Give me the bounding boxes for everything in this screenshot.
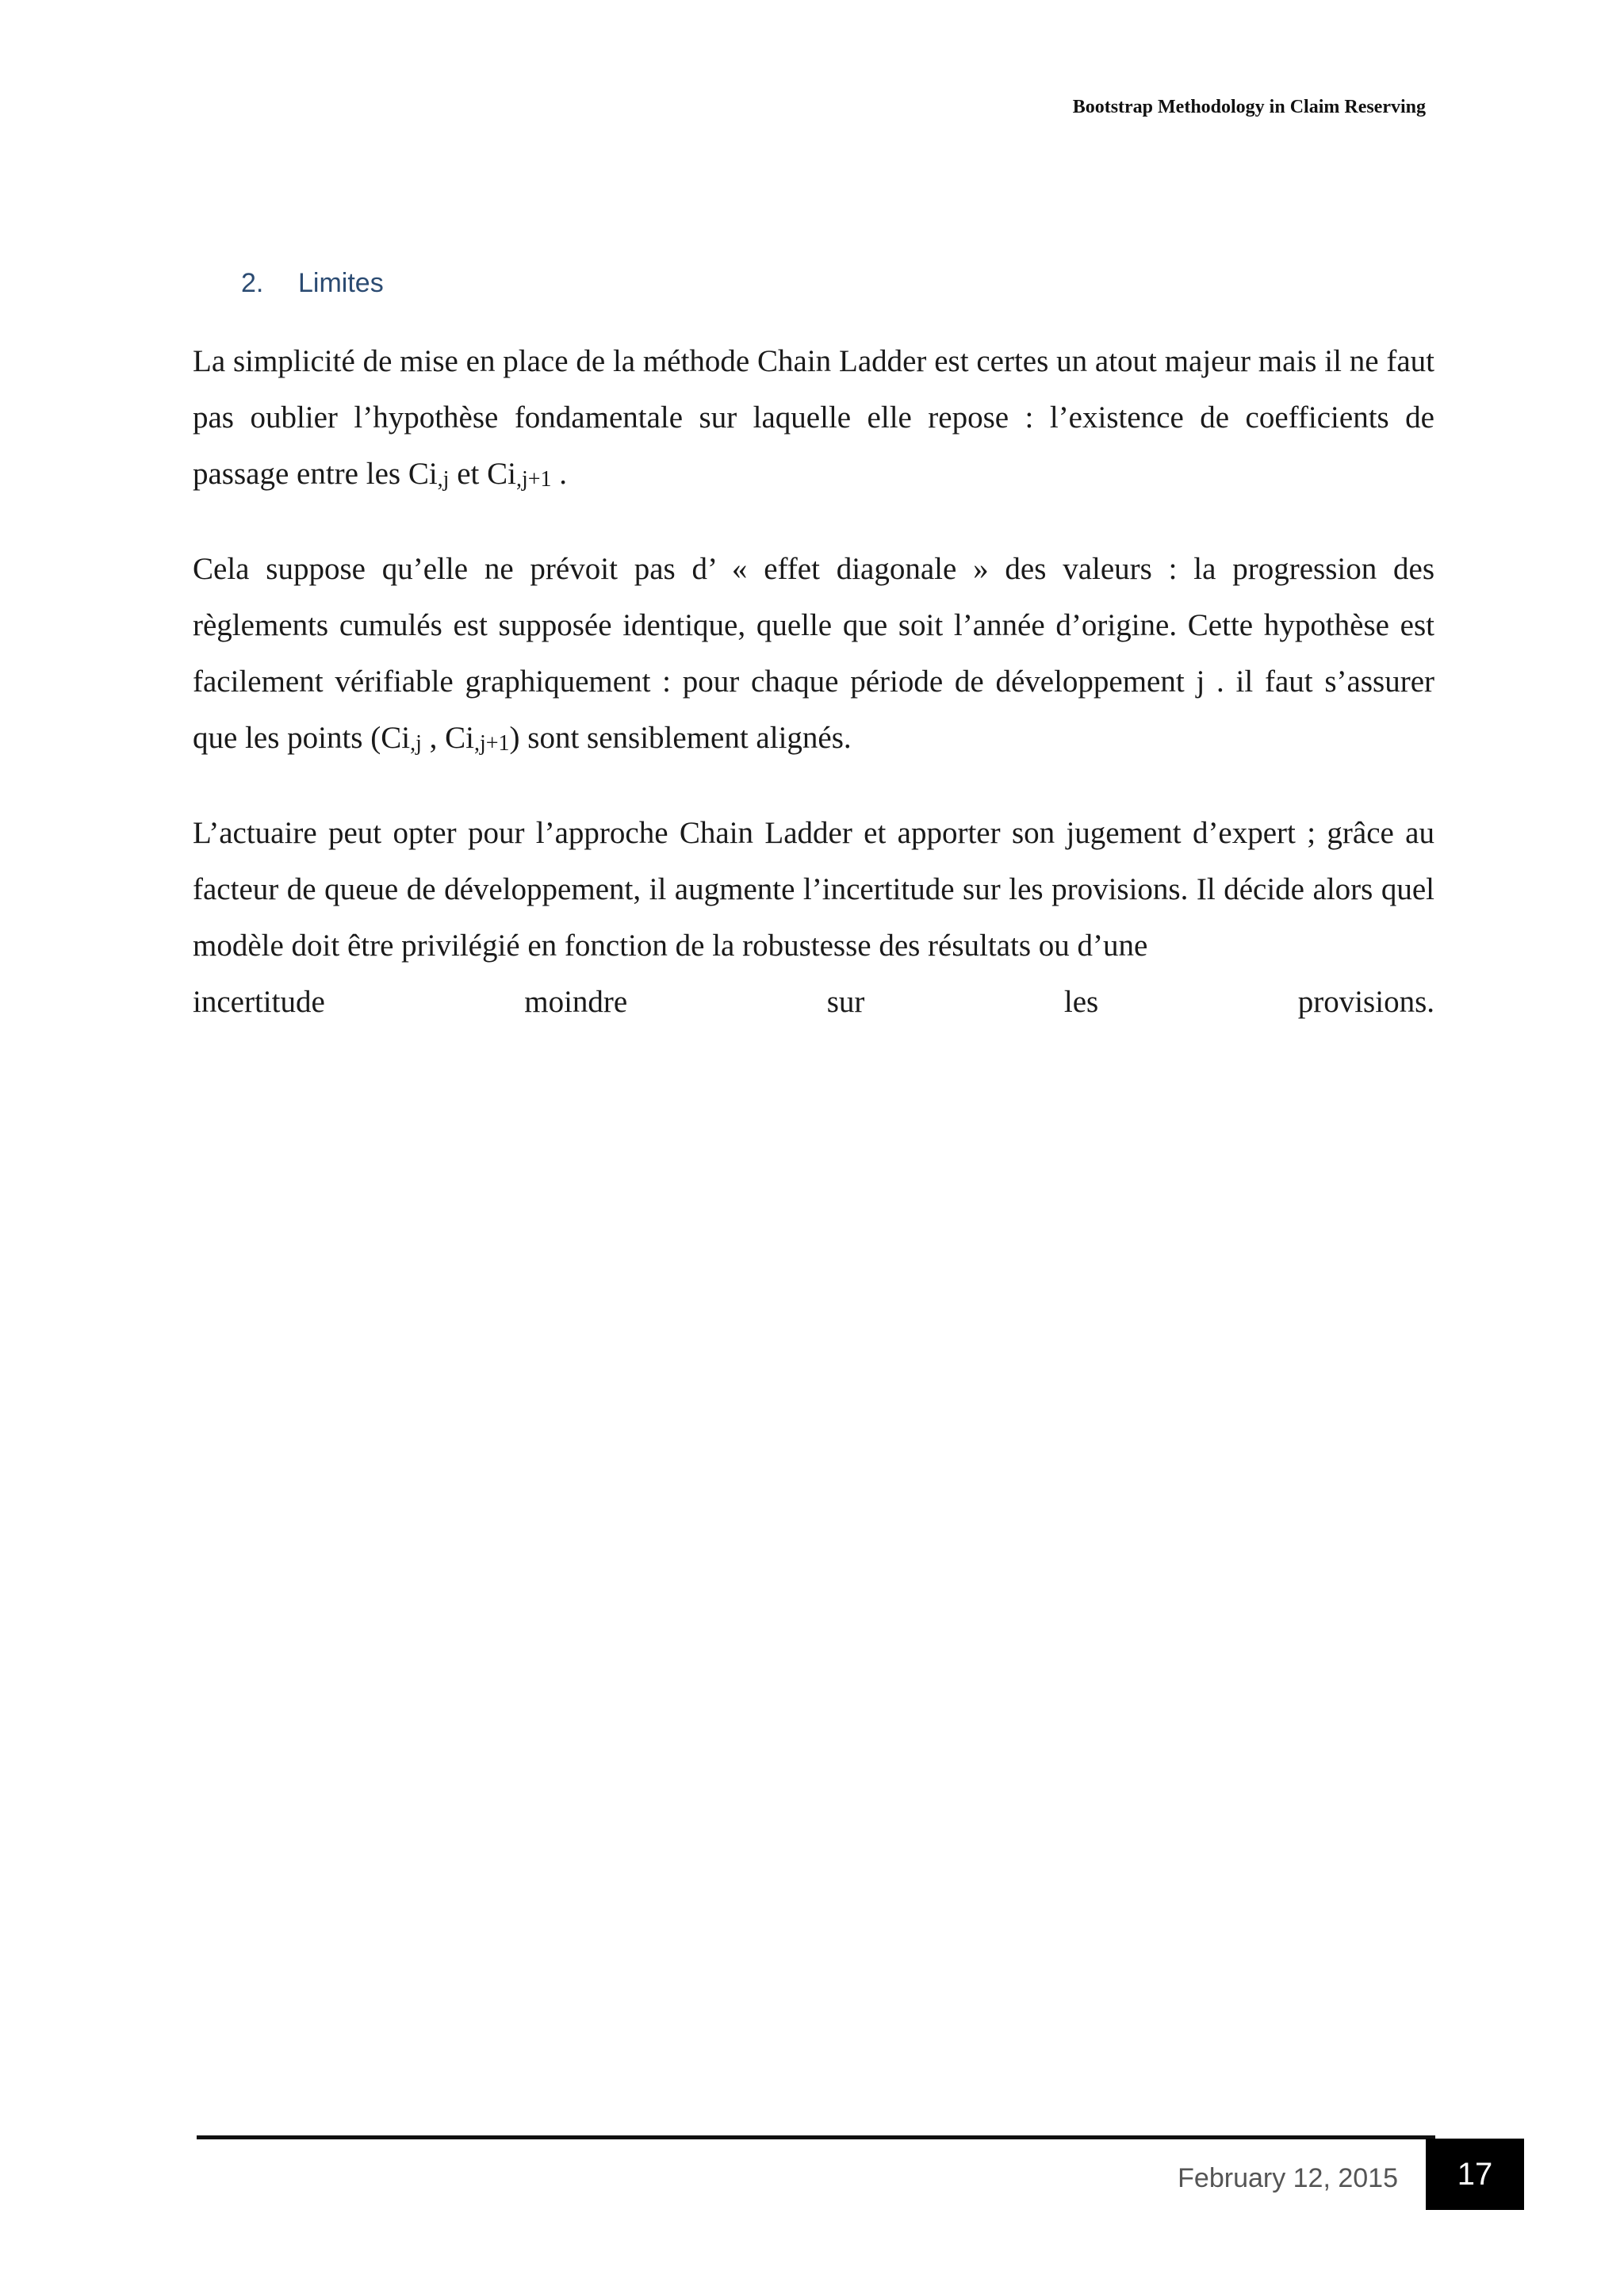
math-c-ij: $Ci_{,j}$ — [408, 457, 450, 492]
paragraph-3-last-line — [193, 974, 1434, 1030]
paragraph-1-end: . — [551, 457, 568, 491]
paragraph-3 — [193, 805, 1434, 1030]
paragraph-1-connector: et — [449, 457, 488, 491]
page-number: 17 — [1426, 2139, 1524, 2210]
word: incertitude — [193, 985, 325, 1019]
paragraph-2-text: Cela suppose qu’elle ne prévoit pas d’ « effet diagonale » des valeurs : la progression des règlements cumulés est supposée identique, quelle que soit l’année d’origine. Cette hypothèse est facilement vérifiable graphiquement : pour chaque période de développement j . il faut s’assurer que les points ( — [193, 552, 1434, 755]
paragraph-2-end: ) sont sensiblement alignés. — [509, 721, 852, 755]
footer-rule — [197, 2135, 1435, 2139]
math-c-ij1: $Ci_{,j+1}$ — [487, 457, 552, 492]
paragraph-1 — [193, 333, 1434, 505]
paragraph-1-text: La simplicité de mise en place de la méthode Chain Ladder est certes un atout majeur mais il ne faut pas oublier l’hypothèse fondamentale sur laquelle elle repose : l’existence de coefficients de passage entre les — [193, 344, 1434, 491]
section-title: Limites — [298, 268, 384, 298]
math-c-ij1: $Ci_{,j+1}$ — [445, 721, 510, 756]
paragraph-2 — [193, 541, 1434, 769]
word: les — [1063, 985, 1099, 1019]
paragraph-2-connector: , — [421, 721, 446, 755]
word: sur — [826, 985, 865, 1019]
paragraph-3-text: L’actuaire peut opter pour l’approche Chain Ladder et apporter son jugement d’expert ; grâce au facteur de queue de développement, il augmente l’incertitude sur les provisions. Il décide alors quel modèle doit être privilégié en fonction de la robustesse des résultats ou d’une — [193, 816, 1434, 963]
footer-date: February 12, 2015 — [1178, 2163, 1398, 2193]
math-c-ij: $Ci_{,j}$ — [381, 721, 422, 756]
word: provisions. — [1297, 985, 1434, 1019]
word: moindre — [524, 985, 628, 1019]
running-header: Bootstrap Methodology in Claim Reserving — [1072, 97, 1426, 117]
section-number: 2. — [241, 268, 264, 298]
section-heading — [241, 268, 384, 299]
